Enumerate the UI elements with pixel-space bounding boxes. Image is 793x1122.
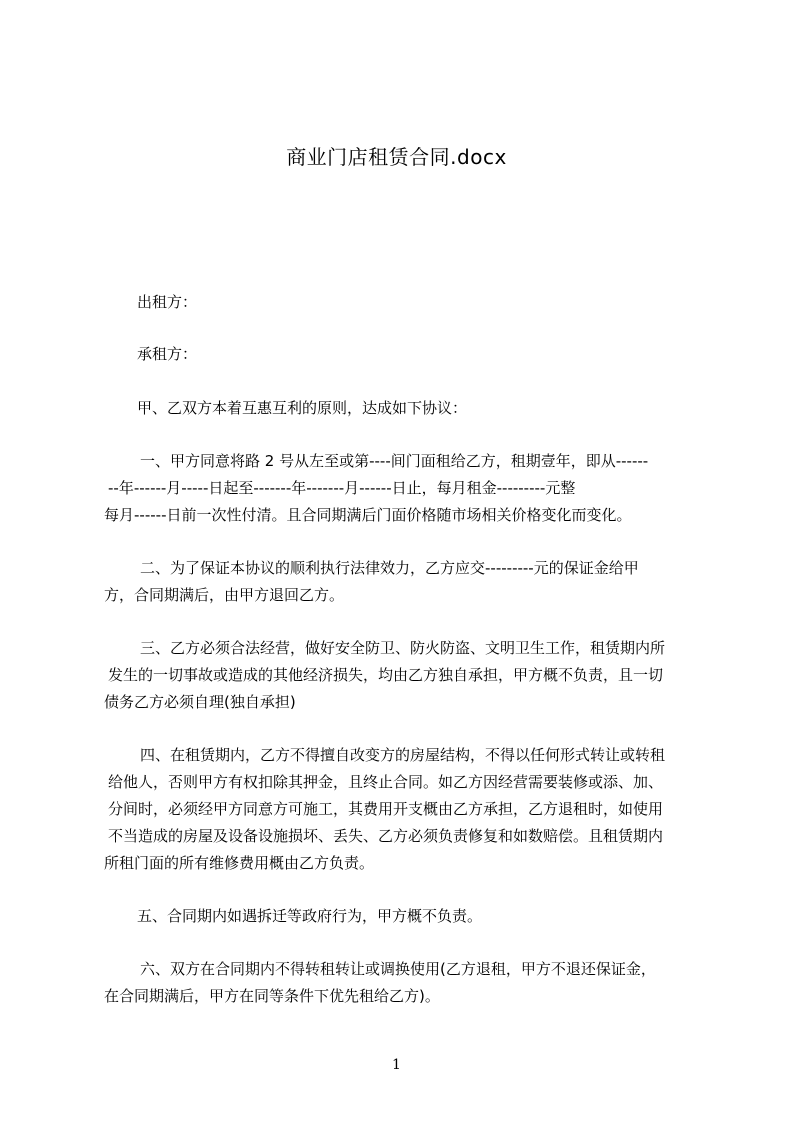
clause-line: 债务乙方必须自理(独自承担)	[104, 693, 296, 711]
clause-line: 不当造成的房屋及设备设施损坏、丢失、乙方必须负责修复和如数赔偿。且租赁期内	[108, 827, 664, 845]
clause-line: 分间时，必须经甲方同意方可施工，其费用开支概由乙方承担，乙方退租时，如使用	[108, 800, 664, 818]
clause-line: 在合同期满后，甲方在同等条件下优先租给乙方)。	[104, 987, 440, 1005]
clause-line: 五、合同期内如遇拆迁等政府行为，甲方概不负责。	[137, 907, 483, 925]
clause-line: 给他人，否则甲方有权扣除其押金，且终止合同。如乙方因经营需要装修或添、加、	[108, 773, 664, 791]
clause-line: 一、甲方同意将路 2 号从左至或第----间门面租给乙方，租期壹年，即从------	[140, 452, 649, 470]
clause-line: 发生的一切事故或造成的其他经济损失，均由乙方独自承担，甲方概不负责，且一切	[108, 666, 664, 684]
document-title: 商业门店租赁合同.docx	[286, 145, 507, 169]
page-number: 1	[392, 1057, 401, 1073]
clause-line: 三、乙方必须合法经营，做好安全防卫、防火防盗、文明卫生工作，租赁期内所	[140, 639, 666, 657]
clause-line: 方，合同期满后，由甲方退回乙方。	[104, 586, 345, 604]
clause-line: 二、为了保证本协议的顺利执行法律效力，乙方应交---------元的保证金给甲	[140, 559, 639, 577]
clause-line: 六、双方在合同期内不得转租转让或调换使用(乙方退租，甲方不退还保证金，	[140, 960, 656, 978]
lessor-label: 出租方：	[137, 293, 198, 311]
clause-line: 所租门面的所有维修费用概由乙方负责。	[104, 854, 375, 872]
clause-line: 四、在租赁期内，乙方不得擅自改变方的房屋结构，不得以任何形式转让或转租	[140, 746, 666, 764]
clause-line: 每月------日前一次性付清。且合同期满后门面价格随市场相关价格变化而变化。	[104, 506, 632, 524]
lessee-label: 承租方：	[137, 345, 198, 363]
clause-line: --年------月-----日起至-------年-------月------日止，每月租金---------元整	[108, 479, 576, 497]
preamble: 甲、乙双方本着互惠互利的原则，达成如下协议：	[137, 399, 468, 417]
